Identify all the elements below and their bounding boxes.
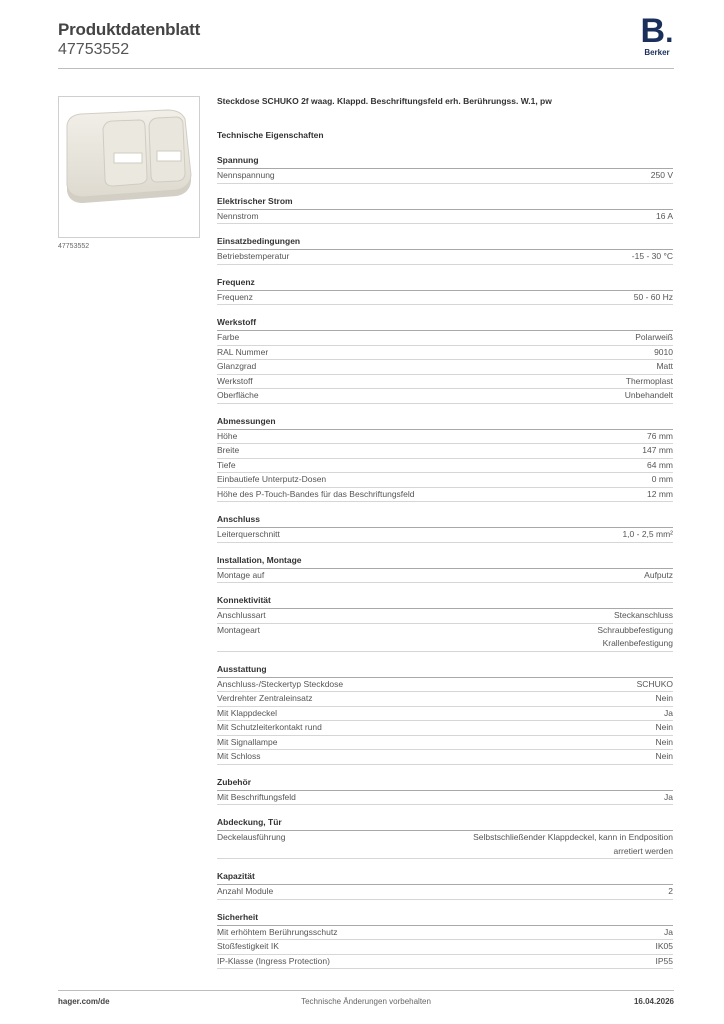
spec-row — [217, 250, 673, 265]
spec-section-title: Installation, Montage — [217, 555, 673, 569]
spec-value-line: Krallenbefestigung — [602, 638, 673, 648]
spec-section-title: Sicherheit — [217, 912, 673, 926]
spec-value-line: 16 A — [655, 210, 673, 221]
spec-value — [668, 885, 673, 899]
spec-section — [217, 277, 673, 306]
spec-row — [217, 624, 673, 652]
spec-value — [625, 389, 673, 403]
spec-value — [642, 444, 673, 458]
spec-label: Montageart — [217, 624, 260, 635]
section-gap — [217, 543, 673, 555]
spec-row — [217, 736, 673, 751]
spec-value — [637, 678, 673, 692]
spec-row — [217, 678, 673, 693]
spec-value-line: Nein — [655, 736, 673, 747]
spec-label: Höhe — [217, 430, 238, 441]
spec-value-line: Aufputz — [644, 569, 673, 580]
spec-label: Anschlussart — [217, 610, 266, 620]
section-gap — [217, 805, 673, 817]
spec-section-title: Zubehör — [217, 777, 673, 791]
footer-website: hager.com/de — [58, 997, 110, 1006]
spec-row — [217, 940, 673, 955]
spec-row — [217, 692, 673, 707]
spec-row — [217, 346, 673, 361]
section-gap — [217, 583, 673, 595]
spec-section — [217, 155, 673, 184]
logo-name: Berker — [644, 48, 670, 57]
section-gap — [217, 305, 673, 317]
spec-section — [217, 912, 673, 970]
spec-value — [626, 375, 673, 389]
spec-section — [217, 871, 673, 900]
spec-value — [656, 360, 673, 374]
spec-label: Einbautiefe Unterputz-Dosen — [217, 474, 327, 484]
product-image — [58, 96, 200, 238]
spec-value — [635, 331, 673, 345]
spec-section — [217, 595, 673, 652]
page-title: Produktdatenblatt — [58, 20, 201, 39]
spec-row — [217, 389, 673, 404]
spec-value — [656, 940, 674, 954]
spec-section-title: Anschluss — [217, 514, 673, 528]
spec-label: Nennstrom — [217, 210, 259, 221]
spec-row — [217, 885, 673, 900]
spec-value — [652, 473, 673, 487]
spec-value — [656, 955, 674, 969]
spec-value-line: 9010 — [654, 346, 673, 357]
section-gap — [217, 502, 673, 514]
spec-label: Nennspannung — [217, 170, 275, 180]
spec-row — [217, 609, 673, 624]
spec-value-line: 50 - 60 Hz — [633, 291, 673, 302]
spec-value — [654, 346, 673, 360]
spec-label: Deckelausführung — [217, 832, 286, 842]
spec-row — [217, 831, 673, 859]
logo-mark: B. — [640, 12, 674, 50]
spec-section-title: Frequenz — [217, 277, 673, 291]
spec-section — [217, 236, 673, 265]
spec-value-line: Steckanschluss — [613, 610, 673, 620]
spec-label: Betriebstemperatur — [217, 251, 290, 261]
spec-label: Werkstoff — [217, 375, 253, 386]
spec-value-line: 12 mm — [647, 488, 673, 499]
spec-label: Leiterquerschnitt — [217, 529, 280, 539]
spec-section — [217, 514, 673, 543]
spec-label: Anschluss-/Steckertyp Steckdose — [217, 678, 344, 689]
spec-row — [217, 459, 673, 474]
spec-value-line: Ja — [664, 926, 673, 937]
spec-section-title: Werkstoff — [217, 317, 673, 331]
spec-section-title: Kapazität — [217, 871, 673, 885]
spec-label: Tiefe — [217, 459, 236, 470]
spec-value-line: Nein — [655, 751, 673, 761]
spec-value — [651, 169, 673, 183]
spec-row — [217, 569, 673, 584]
document-number: 47753552 — [58, 41, 130, 58]
spec-section-title: Konnektivität — [217, 595, 673, 609]
spec-label: Montage auf — [217, 569, 265, 580]
spec-value-line: 76 mm — [647, 430, 673, 441]
spec-value — [473, 831, 673, 858]
spec-value-line: 0 mm — [651, 474, 673, 484]
spec-row — [217, 791, 673, 806]
spec-value-line: IK05 — [655, 941, 673, 951]
spec-row — [217, 707, 673, 722]
spec-section — [217, 664, 673, 765]
spec-section — [217, 317, 673, 404]
spec-value — [647, 459, 673, 473]
spec-row — [217, 430, 673, 445]
spec-row — [217, 169, 673, 184]
header-divider — [58, 68, 674, 69]
section-gap — [217, 265, 673, 277]
spec-value-line: Matt — [656, 361, 673, 371]
spec-value-line: 64 mm — [647, 459, 673, 470]
section-gap — [217, 652, 673, 664]
spec-label: Frequenz — [217, 291, 253, 302]
spec-label: IP-Klasse (Ingress Protection) — [217, 955, 330, 966]
spec-value-line: Nein — [655, 722, 673, 732]
spec-section — [217, 817, 673, 859]
spec-value-line: Unbehandelt — [624, 390, 673, 400]
spec-label: Mit Schloss — [217, 751, 261, 761]
spec-label: Anzahl Module — [217, 886, 274, 896]
section-gap — [217, 859, 673, 871]
spec-value-line: Thermoplast — [625, 375, 673, 386]
spec-label: Mit Klappdeckel — [217, 707, 278, 718]
spec-section-title: Abmessungen — [217, 416, 673, 430]
spec-label: Mit Beschriftungsfeld — [217, 791, 296, 802]
spec-value-line: Ja — [664, 791, 673, 802]
spec-value-line: Nein — [655, 693, 673, 703]
spec-value — [644, 569, 673, 583]
spec-value-line: Ja — [664, 707, 673, 718]
spec-label: Mit Schutzleiterkontakt rund — [217, 722, 322, 732]
footer-notice: Technische Änderungen vorbehalten — [301, 997, 431, 1006]
spec-row — [217, 360, 673, 375]
spec-value — [597, 624, 673, 651]
spec-section — [217, 555, 673, 584]
spec-section — [217, 416, 673, 503]
spec-content — [217, 95, 673, 969]
spec-row — [217, 375, 673, 390]
section-gap — [217, 404, 673, 416]
spec-row — [217, 444, 673, 459]
berker-logo — [640, 12, 674, 57]
spec-section-title: Elektrischer Strom — [217, 196, 673, 210]
spec-value-line: 250 V — [650, 170, 673, 180]
spec-row — [217, 926, 673, 941]
spec-value-line: Schraubbefestigung — [597, 624, 673, 635]
spec-value — [656, 721, 673, 735]
spec-value — [656, 692, 673, 706]
spec-value — [632, 250, 673, 264]
section-heading: Technische Eigenschaften — [217, 130, 324, 140]
spec-value-line: 2 — [668, 886, 673, 896]
section-gap — [217, 900, 673, 912]
spec-sections — [217, 155, 673, 969]
spec-section-title: Ausstattung — [217, 664, 673, 678]
spec-label: Mit Signallampe — [217, 736, 278, 747]
socket-illustration — [59, 97, 199, 237]
spec-label: Verdrehter Zentraleinsatz — [217, 693, 313, 703]
spec-section-title: Abdeckung, Tür — [217, 817, 673, 831]
page-header — [58, 12, 674, 70]
spec-row — [217, 210, 673, 225]
spec-value — [647, 430, 673, 444]
spec-value-line: Polarweiß — [635, 332, 673, 342]
spec-value — [647, 488, 673, 502]
section-gap — [217, 765, 673, 777]
spec-value-line: Selbstschließender Klappdeckel, kann in Endposition — [473, 832, 673, 842]
spec-value-line: 1,0 - 2,5 mm² — [622, 529, 673, 539]
spec-row — [217, 721, 673, 736]
spec-section — [217, 196, 673, 225]
spec-value — [634, 291, 673, 305]
image-caption: 47753552 — [58, 243, 90, 250]
spec-label: Oberfläche — [217, 390, 259, 400]
section-gap — [217, 224, 673, 236]
spec-value — [656, 736, 673, 750]
spec-value — [656, 210, 673, 224]
spec-value — [622, 528, 673, 542]
spec-label: Breite — [217, 445, 240, 455]
spec-label: Farbe — [217, 332, 240, 342]
spec-value-line: -15 - 30 °C — [631, 251, 673, 261]
spec-section-title: Spannung — [217, 155, 673, 169]
spec-value — [664, 707, 673, 721]
spec-label: Glanzgrad — [217, 361, 257, 371]
footer-date: 16.04.2026 — [633, 997, 674, 1006]
spec-row — [217, 750, 673, 765]
spec-label: Stoßfestigkeit IK — [217, 941, 279, 951]
spec-value — [656, 750, 673, 764]
product-title: Steckdose SCHUKO 2f waag. Klappd. Beschriftungsfeld erh. Berührungss. W.1, pw — [217, 96, 552, 106]
footer-divider — [58, 990, 674, 991]
spec-value-line: SCHUKO — [636, 678, 673, 689]
spec-value-line: IP55 — [655, 955, 673, 966]
spec-row — [217, 331, 673, 346]
spec-section — [217, 777, 673, 806]
spec-row — [217, 528, 673, 543]
spec-label: Höhe des P-Touch-Bandes für das Beschriftungsfeld — [217, 488, 415, 499]
section-gap — [217, 184, 673, 196]
spec-value — [664, 926, 673, 940]
spec-value-line: arretiert werden — [613, 845, 673, 856]
spec-value-line: 147 mm — [642, 445, 673, 455]
spec-row — [217, 488, 673, 503]
spec-row — [217, 955, 673, 970]
spec-label: Mit erhöhtem Berührungsschutz — [217, 926, 338, 937]
spec-label: RAL Nummer — [217, 346, 269, 357]
spec-value — [664, 791, 673, 805]
spec-row — [217, 291, 673, 306]
spec-row — [217, 473, 673, 488]
spec-value — [614, 609, 673, 623]
spec-section-title: Einsatzbedingungen — [217, 236, 673, 250]
